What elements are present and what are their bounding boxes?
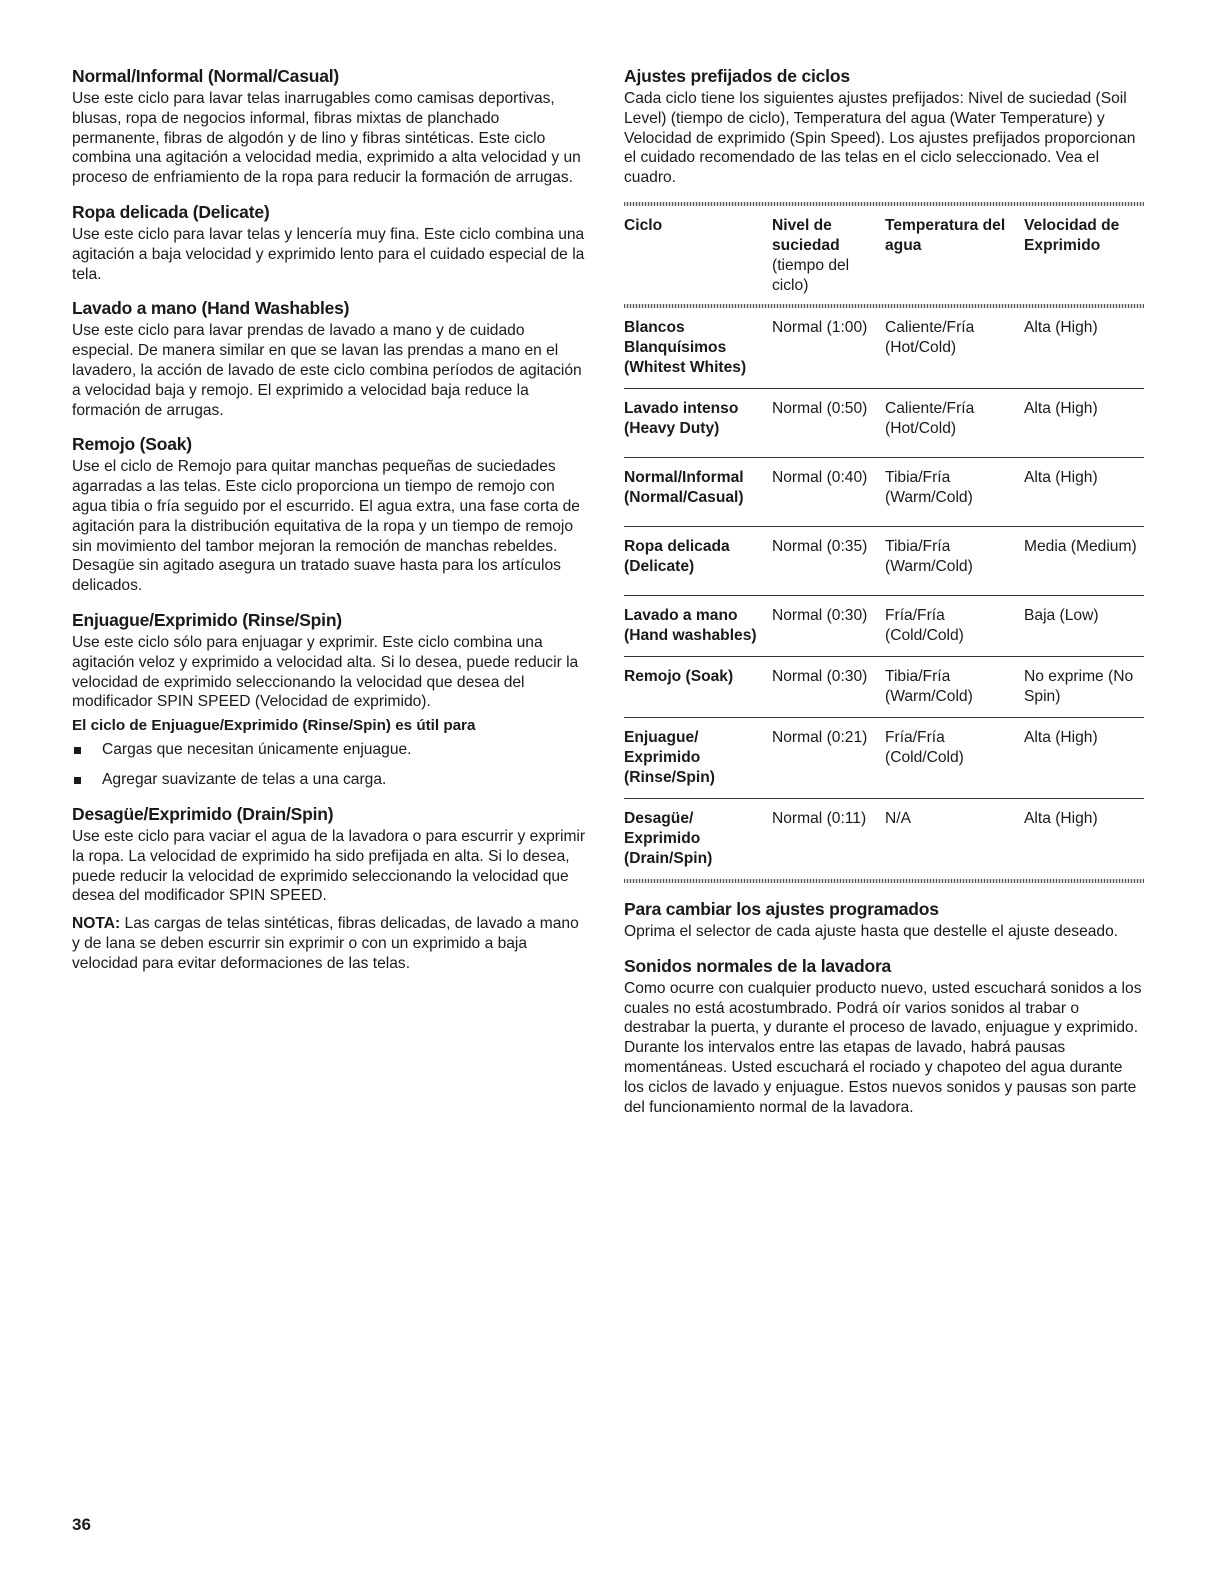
cell-cycle: Lavado a mano (Hand washables): [624, 595, 772, 656]
header-soil: [772, 206, 885, 304]
section-normal: [72, 66, 587, 188]
cell-soil: Normal (0:35): [772, 526, 885, 595]
cell-temp: Caliente/Fría (Hot/Cold): [885, 388, 1024, 457]
header-cycle: Ciclo: [624, 216, 663, 234]
section-body: Como ocurre con cualquier producto nuevo, usted escuchará sonidos a los cuales no está acostumbrado. Podrá oír varios sonidos al trabar o destrabar la puerta, y durante el proceso de lavado, enjuague y exprimido. Durante los intervalos entre las etapas de lavado, habrá pausas momentáneas. Usted escuchará el rociado y chapoteo del agua durante los ciclos de lavado y enjuague. Estos nuevos sonidos y pausas son parte del funcionamiento normal de la lavadora.: [624, 979, 1142, 1116]
table-row: [624, 308, 1144, 389]
cell-spin: Alta (High): [1024, 457, 1144, 526]
cell-spin: Alta (High): [1024, 809, 1098, 827]
section-title: Ropa delicada (Delicate): [72, 201, 270, 222]
section-body: Use el ciclo de Remojo para quitar manchas pequeñas de suciedades agarradas a las telas. Este ciclo proporciona un tiempo de remojo con agua tibia o fría seguido por el escurrido. El agua extra, una fase corta de agitación para la distribución equitativa de la ropa y un tiempo de remojo sin movimiento del tambor mejoran la remoción de manchas rebeldes. Desagüe sin agitado asegura un tratado suave hasta para los artículos delicados.: [72, 458, 580, 595]
cell-cycle: Remojo (Soak): [624, 656, 772, 717]
cell-temp: Tibia/Fría (Warm/Cold): [885, 457, 1024, 526]
cell-spin: Alta (High): [1024, 717, 1144, 798]
section-rinse-spin: [72, 610, 587, 790]
header-spin: Velocidad de Exprimido: [1024, 216, 1120, 254]
cell-temp: Fría/Fría (Cold/Cold): [885, 717, 1024, 798]
cell-spin: Baja (Low): [1024, 595, 1144, 656]
note-text: Las cargas de telas sintéticas, fibras delicadas, de lavado a mano y de lana se deben escurrir sin exprimir o con un exprimido a baja velocidad para evitar deformaciones de las telas.: [72, 915, 579, 972]
section-title: Para cambiar los ajustes programados: [624, 898, 939, 919]
table-row: [624, 388, 1144, 457]
cell-spin: Media (Medium): [1024, 526, 1144, 595]
section-title: Desagüe/Exprimido (Drain/Spin): [72, 803, 334, 824]
table-header-row: [624, 206, 1144, 304]
cell-soil: Normal (0:40): [772, 457, 885, 526]
section-title: Normal/Informal (Normal/Casual): [72, 66, 340, 86]
section-title: Ajustes prefijados de ciclos: [624, 66, 850, 86]
cell-cycle: Ropa delicada (Delicate): [624, 526, 772, 595]
cell-temp: Tibia/Fría (Warm/Cold): [885, 656, 1024, 717]
cell-temp: Tibia/Fría (Warm/Cold): [885, 526, 1024, 595]
cell-cycle: Blancos Blanquísimos (Whitest Whites): [624, 308, 772, 389]
section-title: Remojo (Soak): [72, 434, 192, 455]
rinse-subhead: El ciclo de Enjuague/Exprimido (Rinse/Spin) es útil para: [72, 717, 476, 735]
section-presets: [624, 66, 1144, 188]
table-row: [624, 717, 1144, 798]
section-body: Use este ciclo para vaciar el agua de la lavadora o para escurrir y exprimir la ropa. La velocidad de exprimido ha sido prefijada en alta. Si lo desea, puede reducir la velocidad de exprimido seleccionando la velocidad que desea del modificador SPIN SPEED.: [72, 827, 586, 905]
cell-soil: Normal (0:50): [772, 388, 885, 457]
cell-soil: Normal (0:30): [772, 595, 885, 656]
list-item: Cargas que necesitan únicamente enjuague.: [72, 740, 587, 760]
rinse-bullet-list: [72, 740, 587, 790]
section-title: Lavado a mano (Hand Washables): [72, 298, 350, 319]
table-row: [624, 526, 1144, 595]
list-item: Agregar suavizante de telas a una carga.: [72, 770, 587, 790]
cell-cycle: Normal/Informal (Normal/Casual): [624, 457, 772, 526]
left-column: [72, 66, 587, 988]
section-drain-spin: [72, 804, 587, 974]
section-hand-wash: [72, 298, 587, 420]
section-body: Oprima el selector de cada ajuste hasta que destelle el ajuste deseado.: [624, 922, 1119, 940]
cell-spin: Alta (High): [1024, 308, 1144, 389]
cell-temp: N/A: [885, 809, 911, 827]
cell-cycle: Lavado intenso (Heavy Duty): [624, 388, 772, 457]
section-body: Use este ciclo sólo para enjuagar y exprimir. Este ciclo combina una agitación veloz y exprimido a velocidad alta. Si lo desea, puede reducir la velocidad de exprimido seleccionando la velocidad que desea del modificador SPIN SPEED (Velocidad de exprimido).: [72, 633, 579, 711]
section-title: Enjuague/Exprimido (Rinse/Spin): [72, 609, 342, 630]
cell-spin: No exprime (No Spin): [1024, 656, 1144, 717]
section-body: Use este ciclo para lavar telas y lencería muy fina. Este ciclo combina una agitación a baja velocidad y exprimido lento para el cuidado especial de la tela.: [72, 225, 585, 283]
section-delicate: [72, 202, 587, 284]
table-row: [624, 656, 1144, 717]
cell-cycle: Enjuague/ Exprimido (Rinse/Spin): [624, 717, 772, 798]
section-body: Use este ciclo para lavar telas inarrugables como camisas deportivas, blusas, ropa de negocios informal, fibras mixtas de planchado permanente, fibras de algodón y de lino y fibras sintéticas. Este ciclo combina una agitación a velocidad media, exprimido a alta velocidad y un proceso de enfriamiento de la ropa para reducir la formación de arrugas.: [72, 90, 581, 187]
table-row: [624, 595, 1144, 656]
section-soak: [72, 434, 587, 596]
note-label: NOTA:: [72, 915, 121, 933]
cell-soil: Normal (0:11): [772, 809, 867, 827]
cell-cycle: Desagüe/ Exprimido (Drain/Spin): [624, 809, 713, 867]
cell-soil: Normal (1:00): [772, 308, 885, 389]
section-body: Cada ciclo tiene los siguientes ajustes prefijados: Nivel de suciedad (Soil Level) (tiempo de ciclo), Temperatura del agua (Water Temperature) y Velocidad de exprimido (Spin Speed). Los ajustes prefijados proporcionan el cuidado recomendado de las telas en el ciclo seleccionado. Vea el cuadro.: [624, 90, 1136, 187]
cell-soil: Normal (0:21): [772, 717, 885, 798]
section-body: Use este ciclo para lavar prendas de lavado a mano y de cuidado especial. De manera similar en que se lavan las prendas a mano en el lavadero, la acción de lavado de este ciclo combina períodos de agitación a velocidad baja y remojo. El exprimido a velocidad baja reduce la formación de arrugas.: [72, 322, 582, 419]
cell-soil: Normal (0:30): [772, 656, 885, 717]
header-soil-note: (tiempo del ciclo): [772, 256, 850, 294]
right-column: [624, 66, 1144, 1131]
page-number: 36: [72, 1515, 91, 1534]
section-normal-sounds: [624, 956, 1144, 1118]
table-row: [624, 457, 1144, 526]
table-bottom-rule: [624, 879, 1144, 883]
note-paragraph: [72, 914, 587, 973]
section-change-settings: [624, 899, 1144, 942]
cell-spin: Alta (High): [1024, 388, 1144, 457]
cell-temp: Fría/Fría (Cold/Cold): [885, 595, 1024, 656]
table-row: [624, 798, 1144, 879]
header-temperature: Temperatura del agua: [885, 216, 1006, 254]
cell-temp: Caliente/Fría (Hot/Cold): [885, 308, 1024, 389]
header-soil-bold: Nivel de suciedad: [772, 216, 840, 254]
section-title: Sonidos normales de la lavadora: [624, 955, 892, 976]
cycle-presets-table: [624, 206, 1144, 879]
